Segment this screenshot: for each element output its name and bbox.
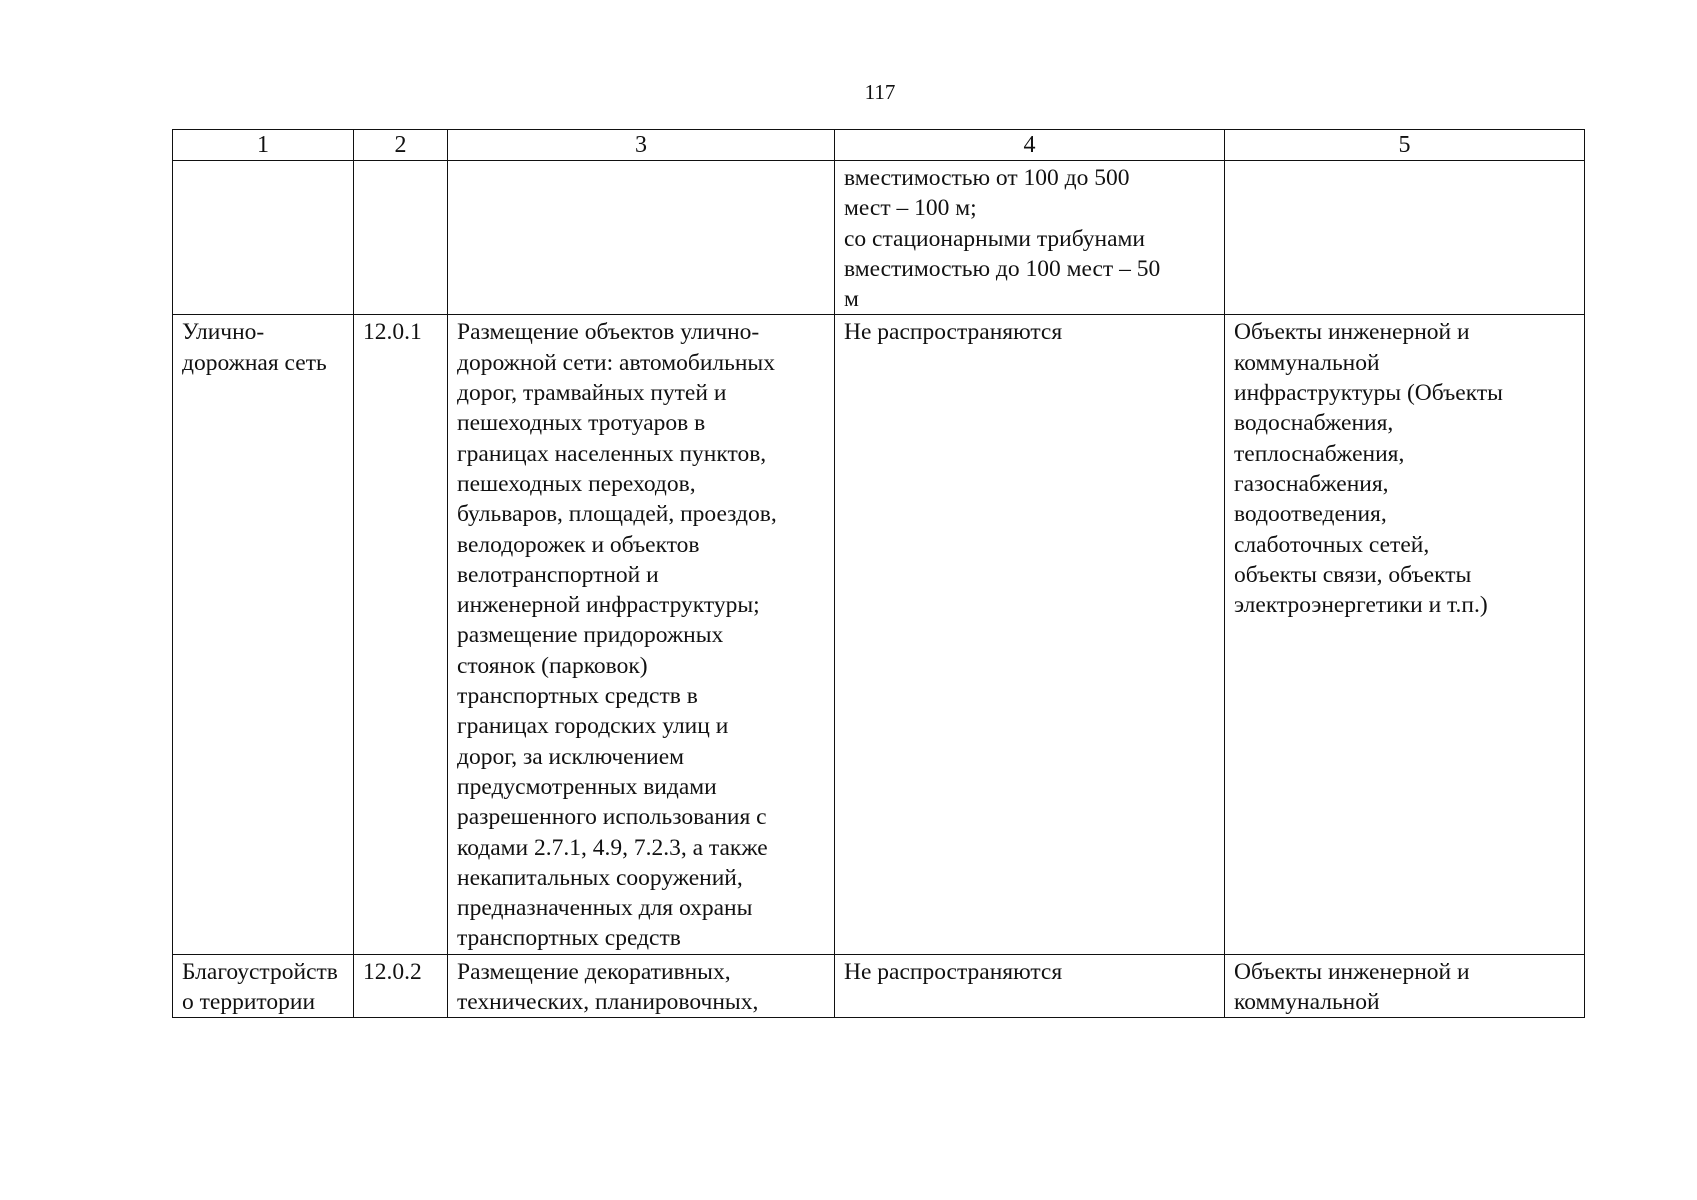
cell-description: Размещение объектов улично- дорожной сети: автомобильных дорог, трамвайных путей и пешеходных тротуаров в границах населенных пунктов, пешеходных переходов, бульваров, площадей, проездов, велодорожек и объектов велотранспортной и инженерной инфраструктуры; размещение придорожных стоянок (парковок) транспортных средств в границах городских улиц и дорог, за исключением предусмотренных видами разрешенного использования с кодами 2.7.1, 4.9, 7.2.3, а также некапитальных сооружений, предназначенных для охраны транспортных средств <box>448 315 835 954</box>
cell-parameters: Не распространяются <box>835 315 1225 954</box>
cell-name: Улично- дорожная сеть <box>173 315 354 954</box>
cell-auxiliary <box>1225 161 1585 315</box>
cell-code: 12.0.1 <box>354 315 448 954</box>
cell-parameters: Не распространяются <box>835 954 1225 1018</box>
cell-name <box>173 161 354 315</box>
column-header-3: 3 <box>448 130 835 161</box>
page-number: 117 <box>864 80 896 104</box>
cell-auxiliary: Объекты инженерной и коммунальной <box>1225 954 1585 1018</box>
cell-name: Благоустройств о территории <box>173 954 354 1018</box>
table-row-continuation <box>173 161 1585 315</box>
cell-description: Размещение декоративных, технических, планировочных, <box>448 954 835 1018</box>
cell-parameters: вместимостью от 100 до 500 мест – 100 м; со стационарными трибунами вместимостью до 100 мест – 50 м <box>835 161 1225 315</box>
table-row-street-network <box>173 315 1585 954</box>
column-header-2: 2 <box>354 130 448 161</box>
table-header-row <box>173 130 1585 161</box>
column-header-1: 1 <box>173 130 354 161</box>
cell-description <box>448 161 835 315</box>
cell-auxiliary: Объекты инженерной и коммунальной инфраструктуры (Объекты водоснабжения, теплоснабжения, газоснабжения, водоотведения, слаботочных сетей, объекты связи, объекты электроэнергетики и т.п.) <box>1225 315 1585 954</box>
table-row-landscaping <box>173 954 1585 1018</box>
column-header-5: 5 <box>1225 130 1585 161</box>
cell-code <box>354 161 448 315</box>
zoning-table <box>172 129 1585 1018</box>
cell-code: 12.0.2 <box>354 954 448 1018</box>
column-header-4: 4 <box>835 130 1225 161</box>
